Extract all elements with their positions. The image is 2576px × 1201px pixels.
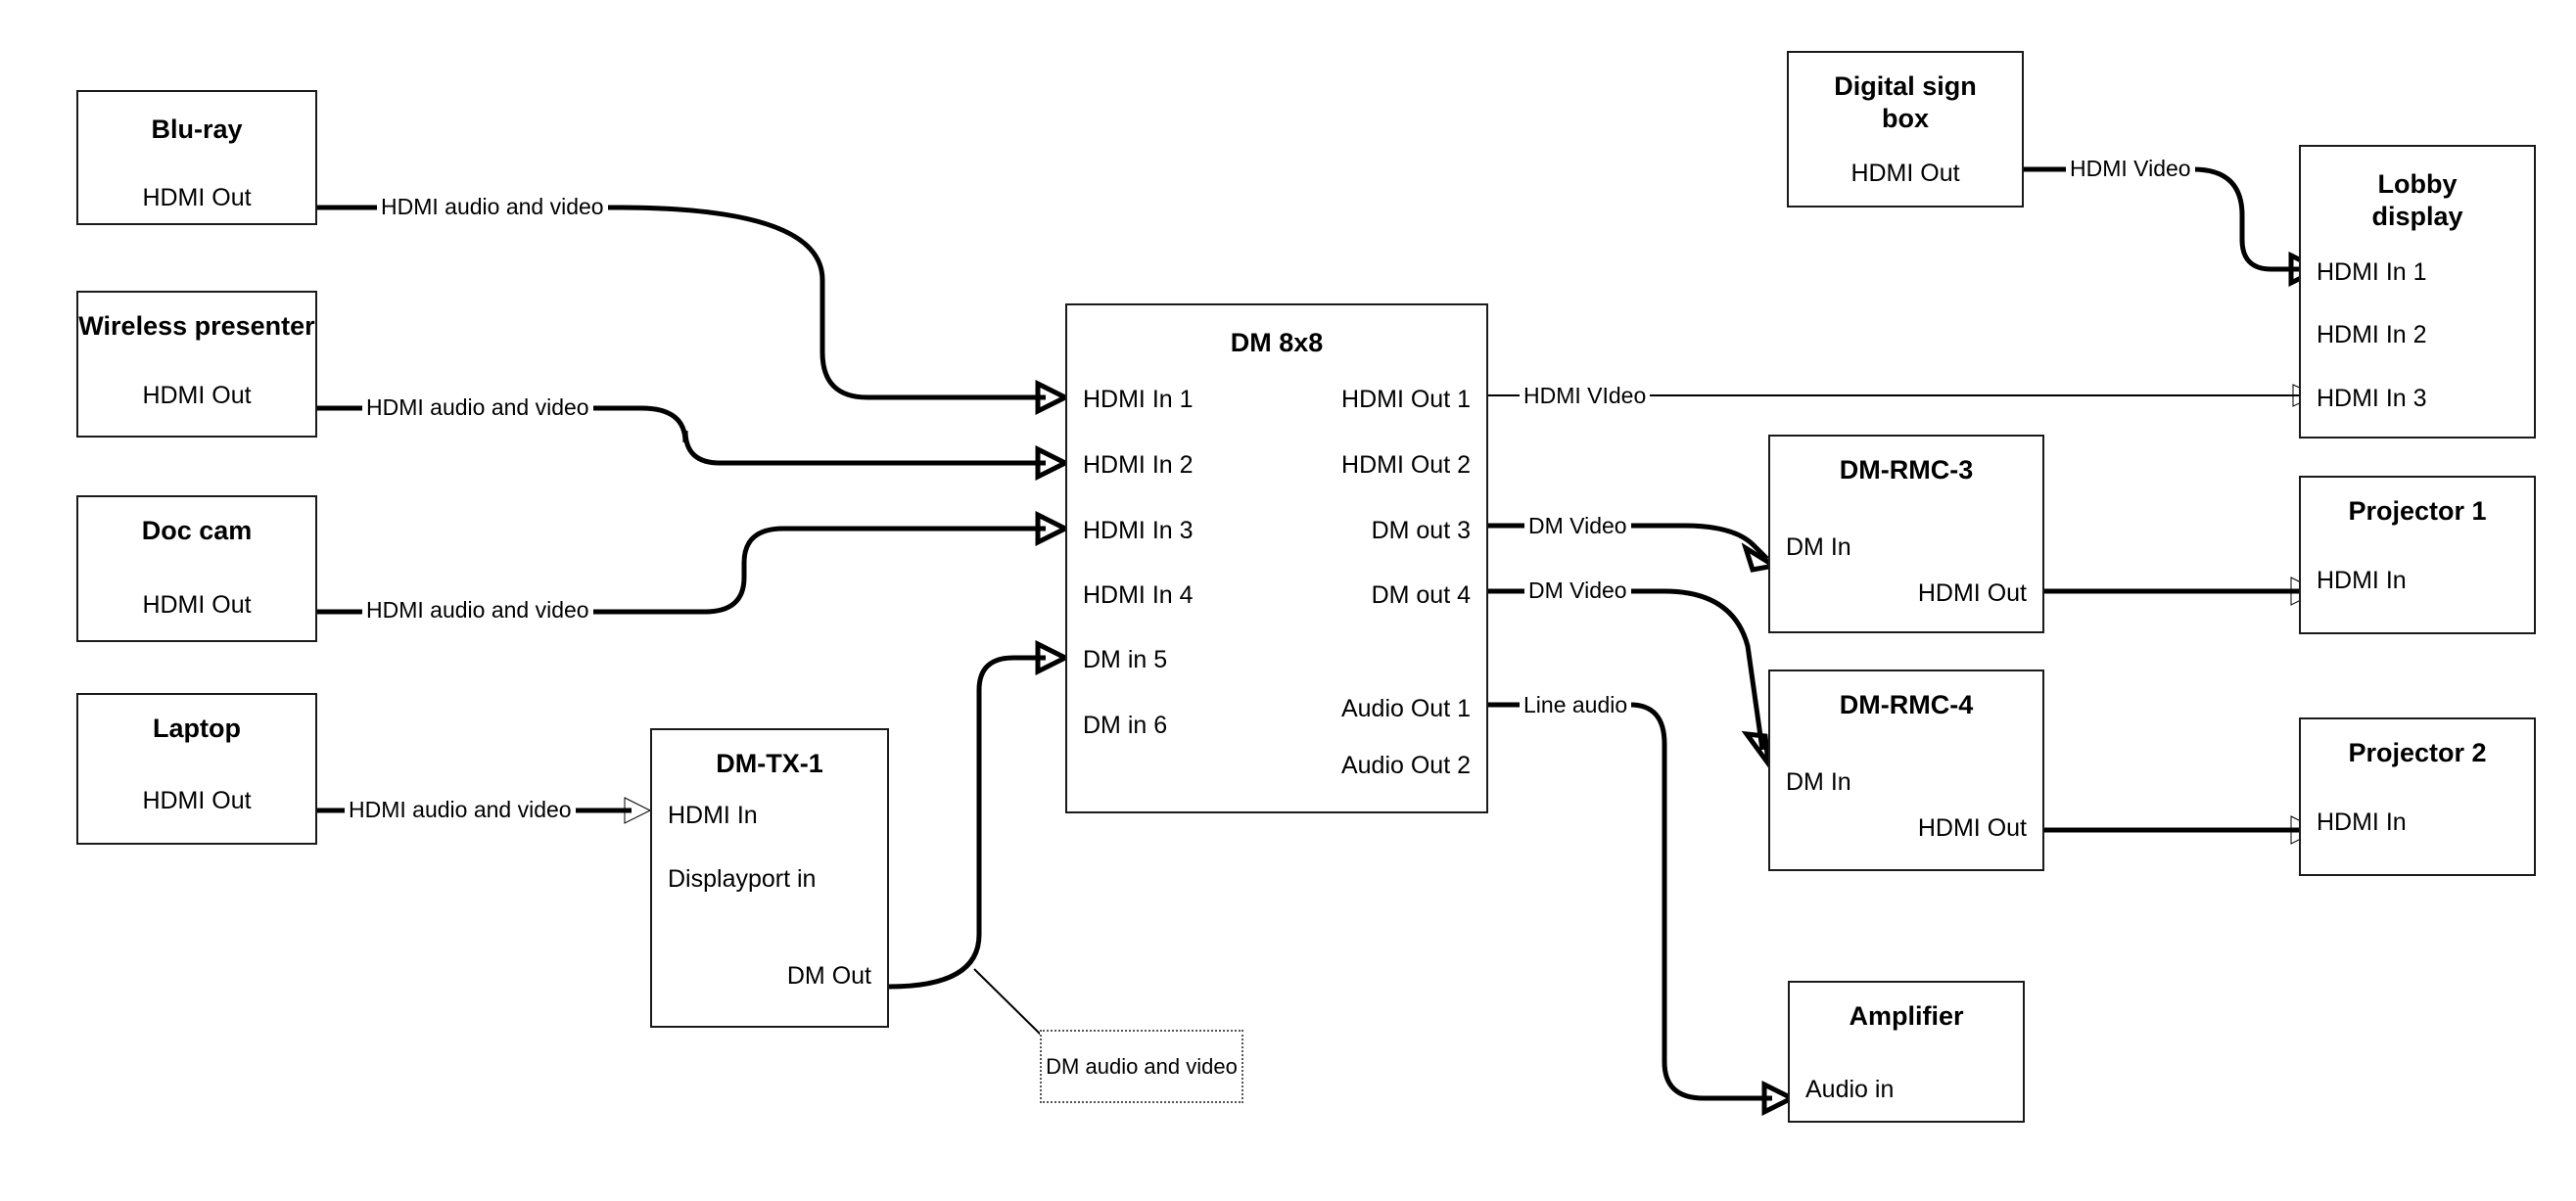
port-dm-in: DM In <box>1786 533 1851 561</box>
edge-label-dm-hdmi-out1-to-lobby: HDMI VIdeo <box>1520 383 1650 409</box>
port-hdmi-out: HDMI Out <box>142 382 252 409</box>
node-title: Wireless presenter <box>78 311 315 341</box>
node-title: Digital sign box <box>1834 71 1977 133</box>
node-title: DM-RMC-3 <box>1839 455 1974 485</box>
edge-label-doccam-to-dm: HDMI audio and video <box>362 597 593 624</box>
port-hdmi-in-3: HDMI In 3 <box>1083 517 1194 544</box>
node-title: Blu-ray <box>151 115 243 144</box>
node-title: DM-RMC-4 <box>1839 690 1974 719</box>
port-hdmi-in-3: HDMI In 3 <box>2317 385 2427 412</box>
node-dm-8x8[interactable] <box>1065 303 1488 813</box>
node-title: Amplifier <box>1849 1001 1964 1031</box>
port-hdmi-out: HDMI Out <box>1917 579 2027 607</box>
port-dm-out-4: DM out 4 <box>1371 581 1471 609</box>
port-audio-out-1: Audio Out 1 <box>1340 695 1471 722</box>
node-lobby-display[interactable] <box>2299 145 2536 439</box>
note-text: DM audio and video <box>1046 1053 1238 1079</box>
edge-label-dm-out4-to-rmc4: DM Video <box>1524 577 1631 604</box>
node-projector-2[interactable] <box>2299 717 2536 876</box>
port-hdmi-in-1: HDMI In 1 <box>1083 386 1194 413</box>
edge-label-signbox-to-lobby: HDMI Video <box>2066 156 2195 182</box>
port-dm-out-3: DM out 3 <box>1371 517 1471 544</box>
node-dm-tx-1[interactable] <box>650 728 889 1028</box>
node-title: DM-TX-1 <box>716 749 823 778</box>
port-hdmi-in-2: HDMI In 2 <box>2317 321 2427 348</box>
port-hdmi-out: HDMI Out <box>142 787 252 814</box>
node-dm-rmc-4[interactable] <box>1768 670 2044 871</box>
node-blu-ray[interactable] <box>76 90 317 225</box>
edge-label-wireless-to-dm: HDMI audio and video <box>362 394 593 421</box>
node-projector-1[interactable] <box>2299 476 2536 634</box>
node-doc-cam[interactable] <box>76 495 317 642</box>
port-dm-in: DM In <box>1786 768 1851 796</box>
node-digital-sign-box[interactable] <box>1787 51 2024 208</box>
port-audio-out-2: Audio Out 2 <box>1340 752 1471 779</box>
port-hdmi-in: HDMI In <box>668 802 758 829</box>
node-amplifier[interactable] <box>1788 981 2025 1123</box>
edge-label-dm-audio-out1-to-amp: Line audio <box>1520 692 1631 718</box>
node-title: Laptop <box>153 714 241 743</box>
note-dm-audio-and-video <box>1040 1030 1243 1103</box>
node-title: Projector 2 <box>2348 738 2487 767</box>
edge-label-bluray-to-dm: HDMI audio and video <box>377 194 608 220</box>
port-hdmi-out: HDMI Out <box>1850 160 1960 187</box>
port-dm-in-6: DM in 6 <box>1083 712 1168 739</box>
node-wireless-presenter[interactable] <box>76 291 317 438</box>
port-displayport-in: Displayport in <box>668 865 817 893</box>
port-hdmi-in-1: HDMI In 1 <box>2317 258 2427 286</box>
port-hdmi-out: HDMI Out <box>1917 814 2027 842</box>
port-dm-in-5: DM in 5 <box>1083 646 1168 673</box>
node-title: DM 8x8 <box>1230 328 1324 357</box>
port-audio-in: Audio in <box>1805 1076 1895 1103</box>
node-title: Projector 1 <box>2348 496 2487 526</box>
edge-label-dm-out3-to-rmc3: DM Video <box>1524 513 1631 539</box>
port-hdmi-in-4: HDMI In 4 <box>1083 581 1194 609</box>
port-hdmi-out-2: HDMI Out 2 <box>1341 451 1471 479</box>
edge-label-laptop-to-tx: HDMI audio and video <box>345 797 576 823</box>
port-hdmi-out: HDMI Out <box>142 591 252 619</box>
port-hdmi-in: HDMI In <box>2317 808 2407 836</box>
port-hdmi-out: HDMI Out <box>142 184 252 211</box>
port-hdmi-in-2: HDMI In 2 <box>1083 451 1194 479</box>
node-title: Lobby display <box>2371 169 2463 231</box>
port-hdmi-out-1: HDMI Out 1 <box>1341 386 1471 413</box>
port-hdmi-in: HDMI In <box>2317 567 2407 594</box>
port-dm-out: DM Out <box>786 962 871 990</box>
node-dm-rmc-3[interactable] <box>1768 435 2044 633</box>
node-title: Doc cam <box>141 516 253 545</box>
node-laptop[interactable] <box>76 693 317 845</box>
